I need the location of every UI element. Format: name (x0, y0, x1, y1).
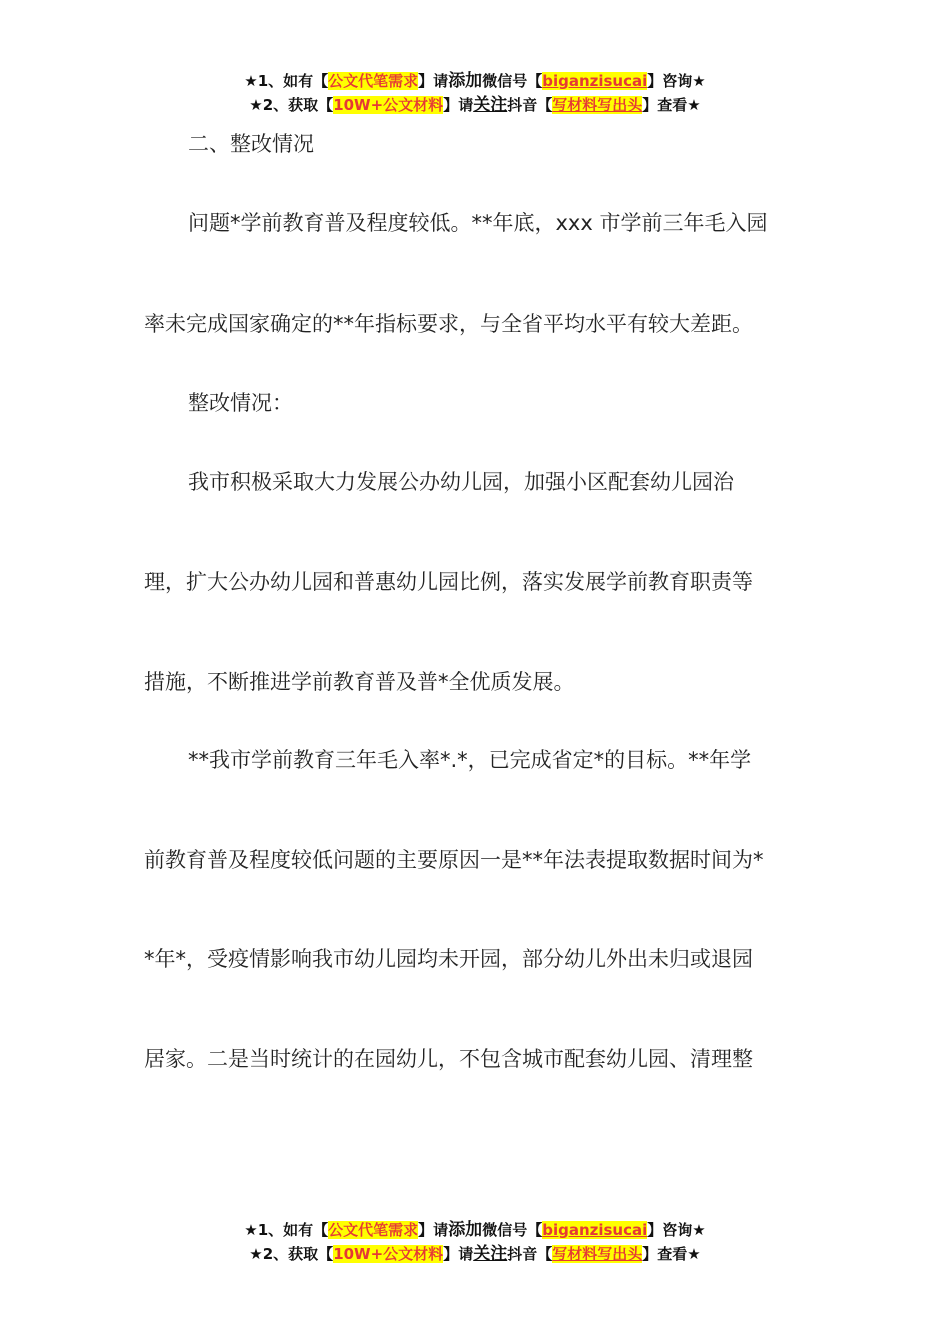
banner-text: 微信号【 (482, 72, 543, 90)
banner-emphasis: 添加 (448, 71, 483, 91)
banner-text: 】咨询★ (647, 1221, 706, 1239)
paragraph-line: 措施，不断推进学前教育普及普*全优质发展。 (144, 670, 575, 694)
banner-highlight: 公文代笔需求 (328, 72, 419, 90)
banner-text: ★2、获取【 (249, 96, 334, 114)
bottom-banner (0, 1218, 950, 1266)
banner-douyin-id: 写材料写出头 (552, 1245, 643, 1263)
banner-emphasis: 关注 (473, 95, 508, 115)
banner-highlight: 10W+公文材料 (333, 1245, 444, 1263)
paragraph-line: 前教育普及程度较低问题的主要原因一是**年法表提取数据时间为* (144, 848, 764, 872)
paragraph-line: 我市积极采取大力发展公办幼儿园，加强小区配套幼儿园治 (188, 470, 734, 494)
banner-text: 】请 (443, 1245, 474, 1263)
banner-line-1 (0, 1218, 950, 1242)
banner-text: ★1、如有【 (244, 1221, 329, 1239)
banner-wechat-id: biganzisucai (542, 72, 648, 90)
paragraph-line: 率未完成国家确定的**年指标要求，与全省平均水平有较大差距。 (144, 312, 753, 336)
banner-text: 】请 (418, 72, 449, 90)
banner-text: 抖音【 (507, 96, 553, 114)
paragraph-line: 问题*学前教育普及程度较低。**年底，xxx 市学前三年毛入园 (188, 211, 768, 235)
banner-text: 微信号【 (482, 1221, 543, 1239)
banner-highlight: 10W+公文材料 (333, 96, 444, 114)
banner-emphasis: 添加 (448, 1220, 483, 1240)
banner-text: ★1、如有【 (244, 72, 329, 90)
banner-highlight: 公文代笔需求 (328, 1221, 419, 1239)
paragraph-line: 理，扩大公办幼儿园和普惠幼儿园比例，落实发展学前教育职责等 (144, 570, 753, 594)
banner-text: 】查看★ (642, 96, 701, 114)
subheading: 整改情况： (188, 391, 293, 415)
banner-line-1 (0, 69, 950, 93)
banner-text: 】查看★ (642, 1245, 701, 1263)
paragraph-line: 居家。二是当时统计的在园幼儿，不包含城市配套幼儿园、清理整 (144, 1047, 753, 1071)
banner-text: 抖音【 (507, 1245, 553, 1263)
banner-text: ★2、获取【 (249, 1245, 334, 1263)
banner-emphasis: 关注 (473, 1244, 508, 1264)
paragraph-line: **我市学前教育三年毛入率*.*，已完成省定*的目标。**年学 (188, 748, 752, 772)
banner-text: 】请 (418, 1221, 449, 1239)
banner-douyin-id: 写材料写出头 (552, 96, 643, 114)
banner-text: 】请 (443, 96, 474, 114)
banner-text: 】咨询★ (647, 72, 706, 90)
banner-line-2 (0, 1242, 950, 1266)
top-banner (0, 69, 950, 117)
section-heading: 二、整改情况 (188, 132, 314, 156)
paragraph-line: *年*，受疫情影响我市幼儿园均未开园，部分幼儿外出未归或退园 (144, 947, 753, 971)
banner-line-2 (0, 93, 950, 117)
banner-wechat-id: biganzisucai (542, 1221, 648, 1239)
